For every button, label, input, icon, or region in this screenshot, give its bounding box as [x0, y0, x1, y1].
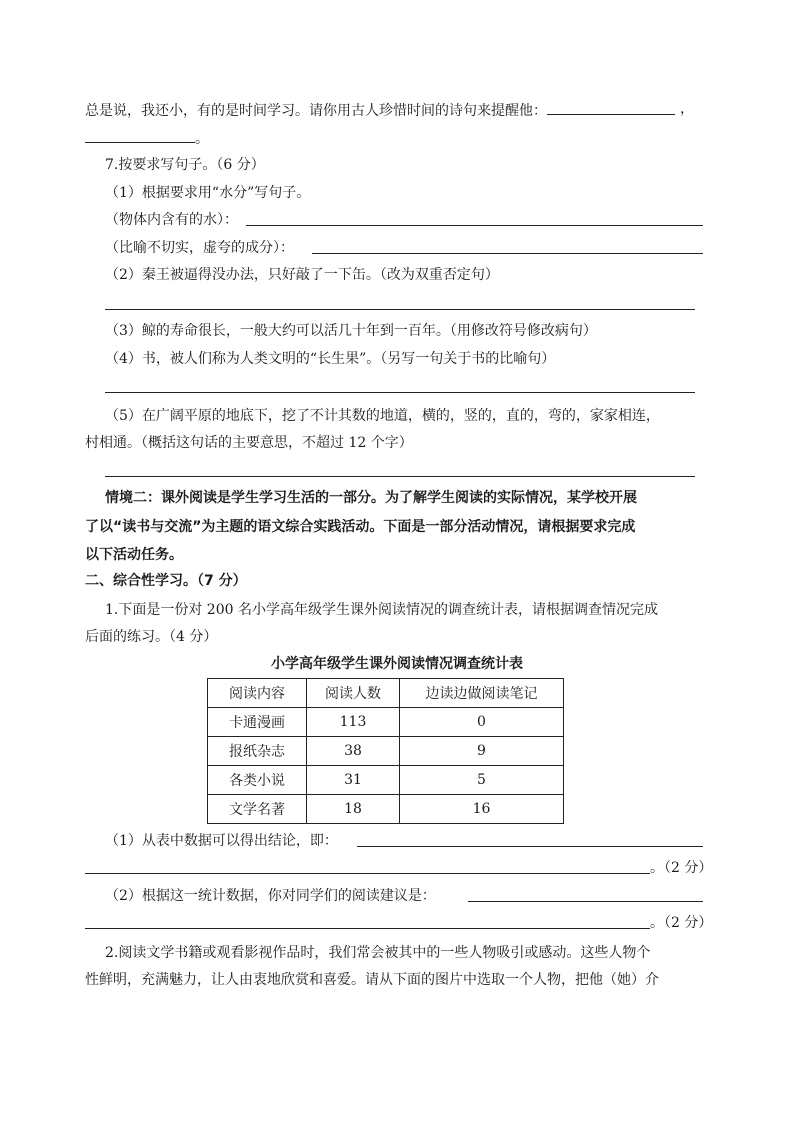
question-7-title: 7.按要求写句子。（6 分）	[105, 157, 265, 173]
table-cell: 卡通漫画	[208, 708, 307, 737]
question-7-1b: （比喻不切实，虚夸的成分）：	[105, 240, 294, 256]
table-cell: 文学名著	[208, 795, 307, 824]
question-7-1: （1）根据要求用“水分”写句子。	[105, 185, 311, 201]
table-title: 小学高年级学生课外阅读情况调查统计表	[271, 656, 523, 672]
question-7-3: （3）鲸的寿命很长，一般大约可以活几十年到一百年。（用修改符号修改病句）	[105, 323, 597, 339]
poem-prompt-text: 总是说，我还小，有的是时间学习。请你用古人珍惜时间的诗句来提醒他：	[85, 103, 547, 119]
answer-line[interactable]	[85, 873, 650, 874]
table-cell: 5	[400, 766, 564, 795]
answer-line[interactable]	[105, 309, 695, 310]
question-7-5-line1: （5）在广阔平原的地底下，挖了不计其数的地道，横的，竖的，直的，弯的，家家相连，	[105, 408, 660, 424]
question-2-line1: 2.阅读文学书籍或观看影视作品时，我们常会被其中的一些人物吸引或感动。这些人物个	[105, 945, 651, 961]
section-2-heading: 二、综合性学习。（7 分）	[85, 573, 247, 589]
table-row	[208, 708, 564, 737]
question-7-1a: （物体内含有的水）：	[105, 212, 238, 228]
answer-line[interactable]	[357, 846, 703, 847]
context-2-line2: 了以“读书与交流”为主题的语文综合实践活动。下面是一部分活动情况，请根据要求完成	[85, 519, 636, 535]
text-line	[85, 99, 675, 121]
table-cell: 38	[307, 737, 400, 766]
survey-question-line2: 后面的练习。（4 分）	[85, 629, 218, 645]
table-cell: 9	[400, 737, 564, 766]
table-cell: 0	[400, 708, 564, 737]
score-label: 。（2 分）	[650, 860, 713, 876]
table-cell: 113	[307, 708, 400, 737]
table-header-row	[208, 679, 564, 708]
score-label: 。（2 分）	[650, 915, 713, 931]
survey-sub-1: （1）从表中数据可以得出结论，即：	[105, 833, 338, 849]
context-2-line3: 以下活动任务。	[85, 547, 183, 563]
question-7-2: （2）秦王被逼得没办法，只好敲了一下缶。（改为双重否定句）	[105, 267, 499, 283]
table-row	[208, 766, 564, 795]
text-line	[85, 127, 209, 149]
table-cell: 各类小说	[208, 766, 307, 795]
survey-sub-2: （2）根据这一统计数据，你对同学们的阅读建议是：	[105, 888, 436, 904]
context-2-line1: 情境二：课外阅读是学生学习生活的一部分。为了解学生阅读的实际情况，某学校开展	[105, 490, 637, 506]
answer-line[interactable]	[105, 392, 695, 393]
header-cell: 边读边做阅读笔记	[400, 679, 564, 708]
question-7-5-line2: 村相通。（概括这句话的主要意思，不超过 12 个字）	[85, 435, 413, 451]
header-cell: 阅读人数	[307, 679, 400, 708]
question-7-4: （4）书，被人们称为人类文明的“长生果”。（另写一句关于书的比喻句）	[105, 351, 556, 367]
table-row	[208, 737, 564, 766]
answer-line[interactable]	[85, 928, 650, 929]
survey-question-line1: 1.下面是一份对 200 名小学高年级学生课外阅读情况的调查统计表，请根据调查情况完成	[105, 602, 658, 618]
answer-line[interactable]	[246, 225, 703, 226]
answer-line[interactable]	[468, 901, 703, 902]
question-2-line2: 性鲜明，充满魅力，让人由衷地欣赏和喜爱。请从下面的图片中选取一个人物，把他（她）介	[85, 972, 659, 988]
survey-table	[207, 678, 564, 824]
table-cell: 18	[307, 795, 400, 824]
comma-mark: ，	[680, 101, 694, 117]
period-mark: 。	[195, 131, 209, 147]
header-cell: 阅读内容	[208, 679, 307, 708]
answer-line[interactable]	[312, 253, 703, 254]
table-cell: 31	[307, 766, 400, 795]
answer-line[interactable]	[105, 476, 695, 477]
table-cell: 16	[400, 795, 564, 824]
answer-blank[interactable]	[547, 99, 675, 115]
table-cell: 报纸杂志	[208, 737, 307, 766]
answer-blank[interactable]	[85, 127, 195, 143]
table-row	[208, 795, 564, 824]
